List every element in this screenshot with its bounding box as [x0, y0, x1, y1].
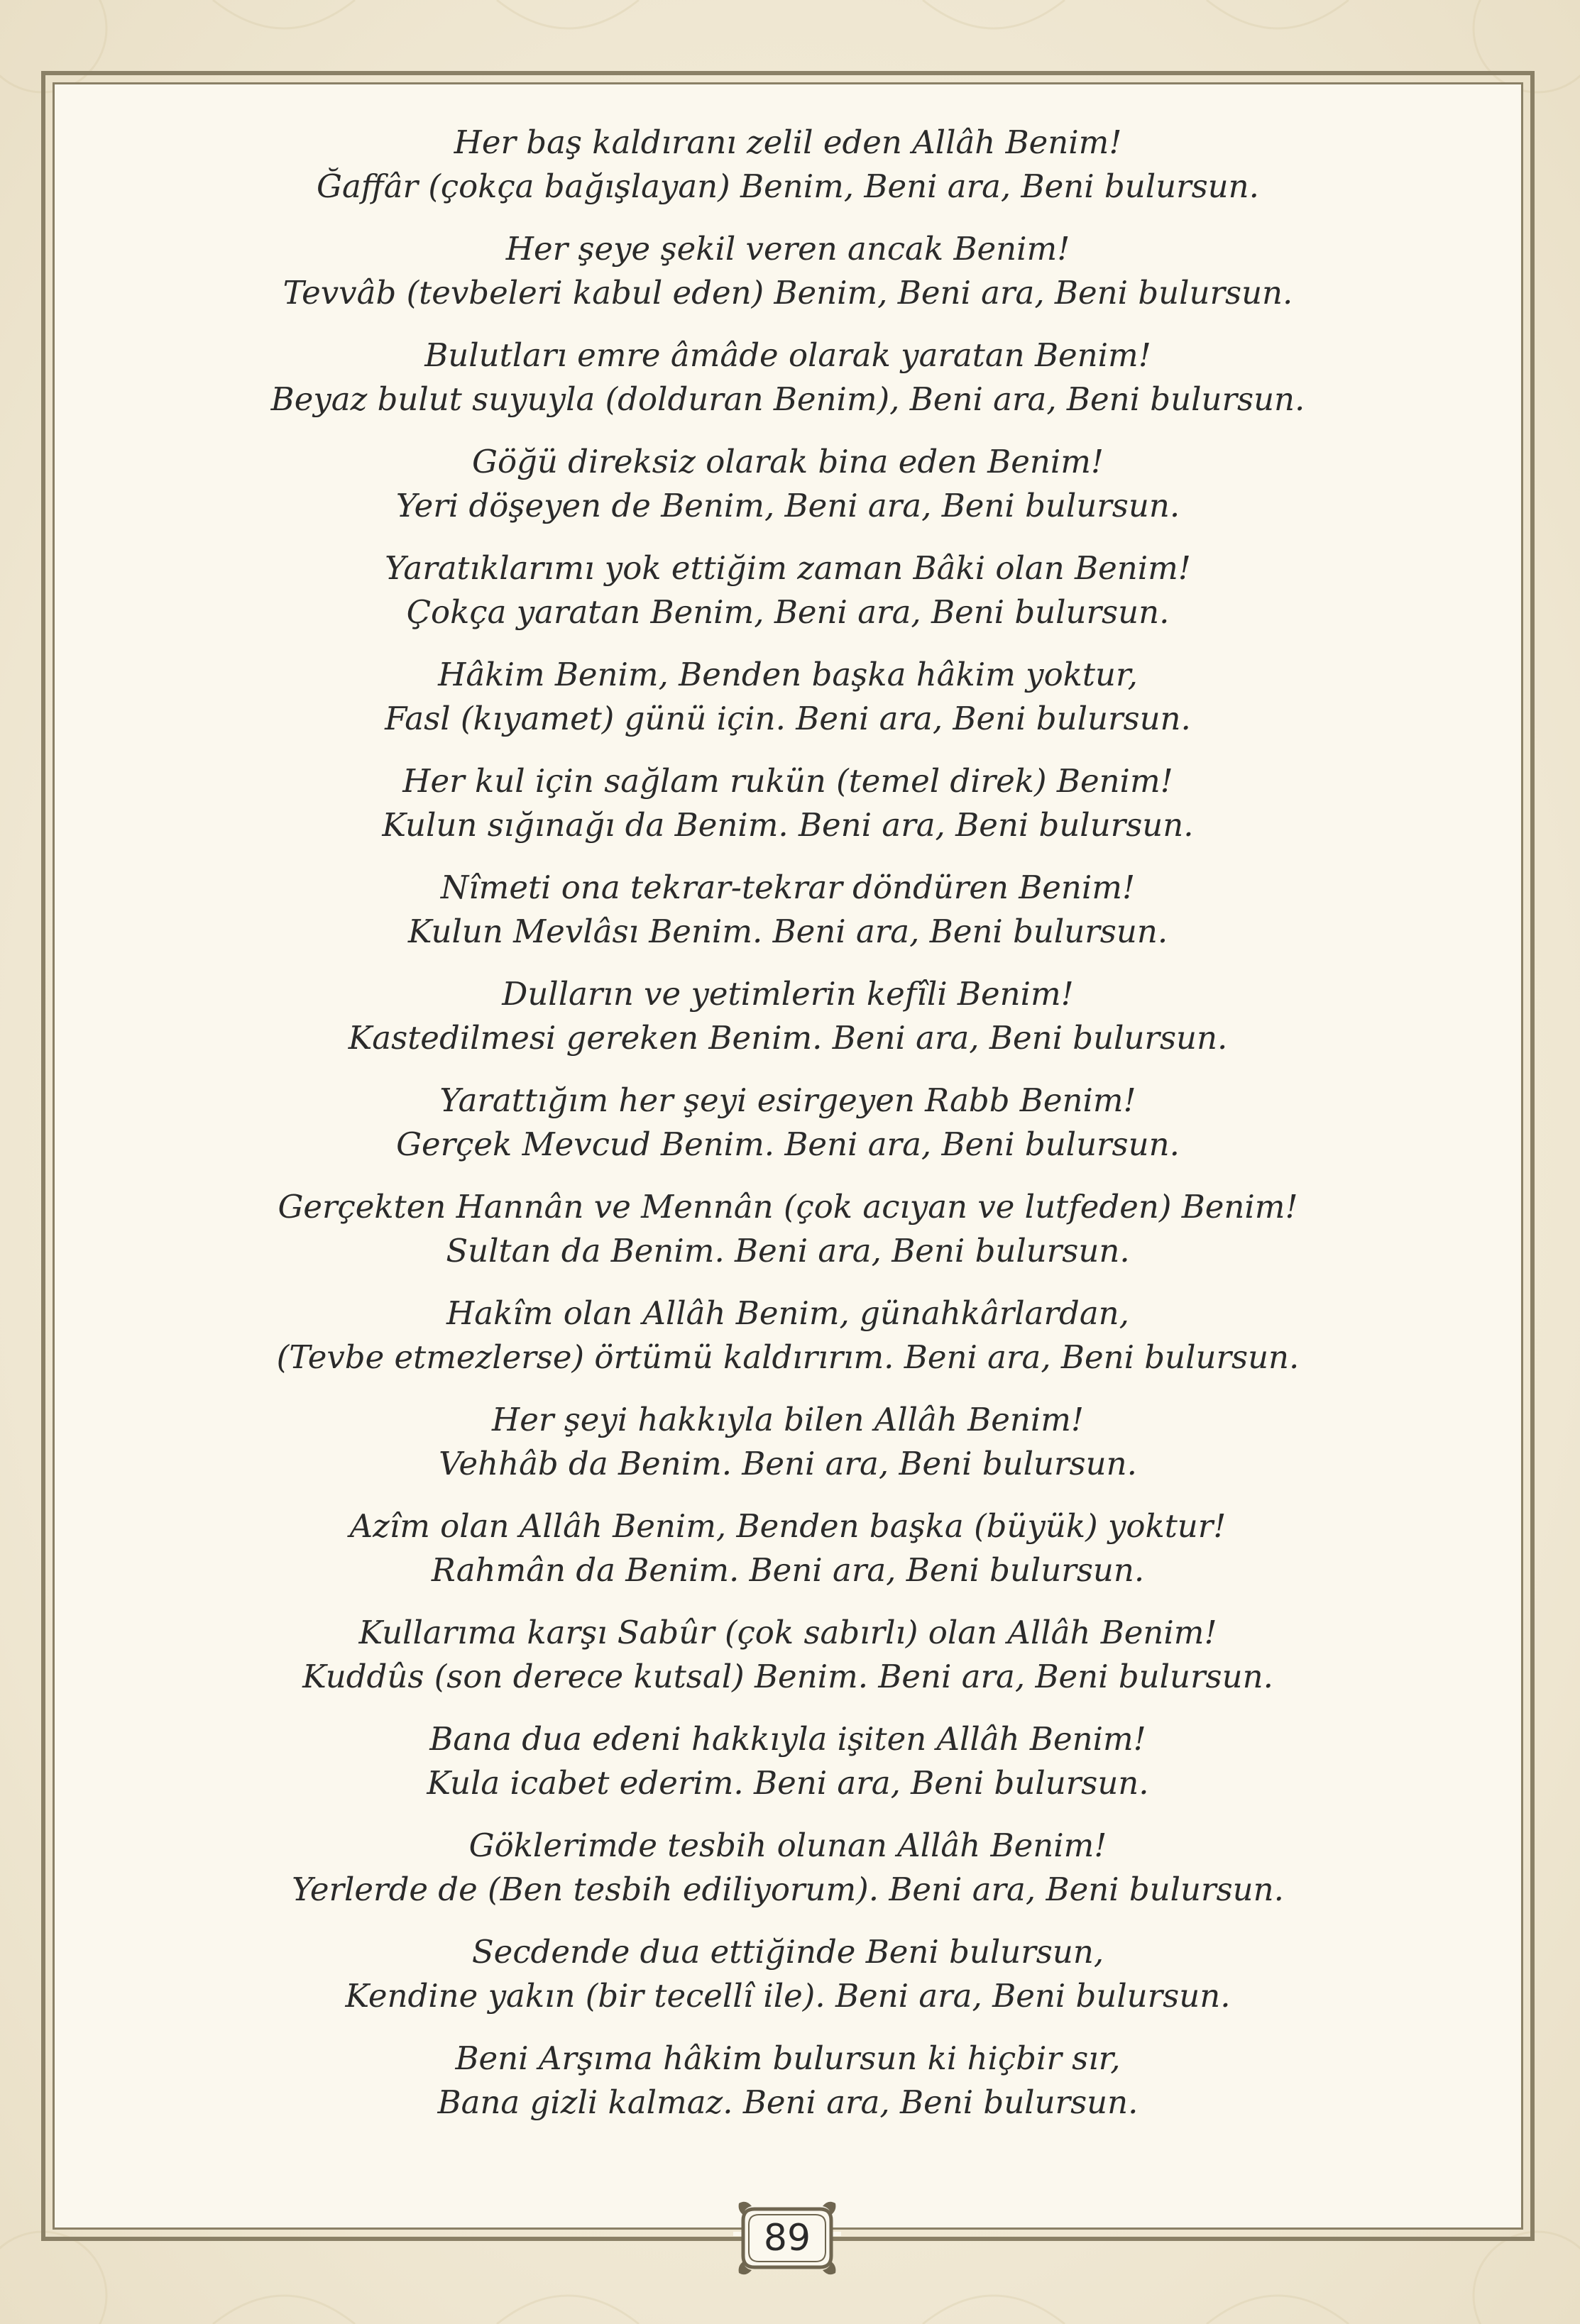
stanza-line-2: Kuddûs (son derece kutsal) Benim. Beni ara, Beni bulursun.	[302, 1658, 1273, 1695]
stanza-line-2: Sultan da Benim. Beni ara, Beni bulursun.	[446, 1232, 1130, 1270]
stanza-line-2: (Tevbe etmezlerse) örtümü kaldırırım. Beni ara, Beni bulursun.	[276, 1338, 1300, 1376]
stanza-line-2: Gerçek Mevcud Benim. Beni ara, Beni bulursun.	[396, 1125, 1180, 1163]
stanza-line-1: Her kul için sağlam rukün (temel direk) Benim!	[402, 762, 1173, 800]
stanza-line-2: Bana gizli kalmaz. Beni ara, Beni bulursun.	[437, 2083, 1139, 2121]
stanza-line-2: Vehhâb da Benim. Beni ara, Beni bulursun.	[439, 1445, 1137, 1482]
stanza	[114, 334, 1462, 422]
stanza	[114, 546, 1462, 634]
stanza	[114, 1292, 1462, 1379]
stanza-line-1: Her şeyi hakkıyla bilen Allâh Benim!	[492, 1401, 1084, 1438]
stanza-line-2: Yerlerde de (Ben tesbih ediliyorum). Beni ara, Beni bulursun.	[292, 1871, 1284, 1908]
stanza-line-1: Yaratıklarımı yok ettiğim zaman Bâki olan Benim!	[385, 549, 1191, 587]
page-number-ornament	[733, 2196, 841, 2280]
stanza	[114, 653, 1462, 741]
stanza-line-1: Hakîm olan Allâh Benim, günahkârlardan,	[446, 1294, 1129, 1332]
stanza-line-2: Çokça yaratan Benim, Beni ara, Beni bulursun.	[406, 593, 1170, 631]
stanza	[114, 1717, 1462, 1805]
stanza	[114, 866, 1462, 954]
stanza	[114, 121, 1462, 209]
stanza-line-1: Dulların ve yetimlerin kefîli Benim!	[502, 975, 1074, 1013]
stanza-line-2: Tevvâb (tevbeleri kabul eden) Benim, Beni ara, Beni bulursun.	[282, 274, 1293, 312]
stanza	[114, 227, 1462, 315]
stanza-line-1: Göklerimde tesbih olunan Allâh Benim!	[468, 1827, 1107, 1864]
stanza-line-2: Kendine yakın (bir tecellî ile). Beni ara, Beni bulursun.	[345, 1977, 1231, 2015]
stanza-line-2: Kastedilmesi gereken Benim. Beni ara, Beni bulursun.	[348, 1019, 1228, 1057]
stanza-line-2: Fasl (kıyamet) günü için. Beni ara, Beni bulursun.	[385, 700, 1191, 737]
stanza	[114, 1185, 1462, 1273]
stanza	[114, 1611, 1462, 1699]
stanza	[114, 2037, 1462, 2125]
stanza-line-1: Her şeye şekil veren ancak Benim!	[505, 230, 1070, 268]
stanza-line-1: Bulutları emre âmâde olarak yaratan Benim!	[424, 336, 1151, 374]
stanza-line-1: Hâkim Benim, Benden başka hâkim yoktur,	[438, 656, 1138, 693]
stanza-line-2: Kula icabet ederim. Beni ara, Beni bulursun.	[427, 1764, 1149, 1802]
poem-body	[114, 121, 1462, 2122]
stanza-line-2: Yeri döşeyen de Benim, Beni ara, Beni bulursun.	[395, 487, 1180, 524]
stanza-line-1: Yarattığım her şeyi esirgeyen Rabb Benim!	[439, 1081, 1136, 1119]
stanza-line-1: Azîm olan Allâh Benim, Benden başka (büyük) yoktur!	[349, 1507, 1227, 1545]
stanza	[114, 1824, 1462, 1912]
stanza	[114, 972, 1462, 1060]
stanza-line-1: Beni Arşıma hâkim bulursun ki hiçbir sır,	[455, 2039, 1121, 2077]
stanza-line-2: Beyaz bulut suyuyla (dolduran Benim), Beni ara, Beni bulursun.	[270, 380, 1305, 418]
stanza-line-1: Nîmeti ona tekrar-tekrar döndüren Benim!	[440, 869, 1136, 906]
stanza-line-1: Bana dua edeni hakkıyla işiten Allâh Benim!	[429, 1720, 1146, 1758]
stanza-line-2: Ğaffâr (çokça bağışlayan) Benim, Beni ara, Beni bulursun.	[317, 167, 1259, 205]
stanza	[114, 759, 1462, 847]
stanza	[114, 1504, 1462, 1592]
stanza-line-2: Kulun sığınağı da Benim. Beni ara, Beni bulursun.	[382, 806, 1194, 844]
stanza-line-1: Kullarıma karşı Sabûr (çok sabırlı) olan Allâh Benim!	[358, 1614, 1217, 1651]
stanza	[114, 1930, 1462, 2018]
stanza-line-1: Secdende dua ettiğinde Beni bulursun,	[471, 1933, 1104, 1971]
stanza	[114, 1398, 1462, 1486]
stanza-line-2: Rahmân da Benim. Beni ara, Beni bulursun.	[431, 1551, 1145, 1589]
stanza-line-1: Her baş kaldıranı zelil eden Allâh Benim!	[454, 123, 1122, 161]
stanza-line-1: Göğü direksiz olarak bina eden Benim!	[472, 443, 1104, 480]
stanza-line-1: Gerçekten Hannân ve Mennân (çok acıyan ve lutfeden) Benim!	[278, 1188, 1298, 1226]
page-number: 89	[763, 2217, 811, 2259]
stanza-line-2: Kulun Mevlâsı Benim. Beni ara, Beni bulursun.	[407, 913, 1168, 950]
stanza	[114, 1079, 1462, 1167]
stanza	[114, 440, 1462, 528]
